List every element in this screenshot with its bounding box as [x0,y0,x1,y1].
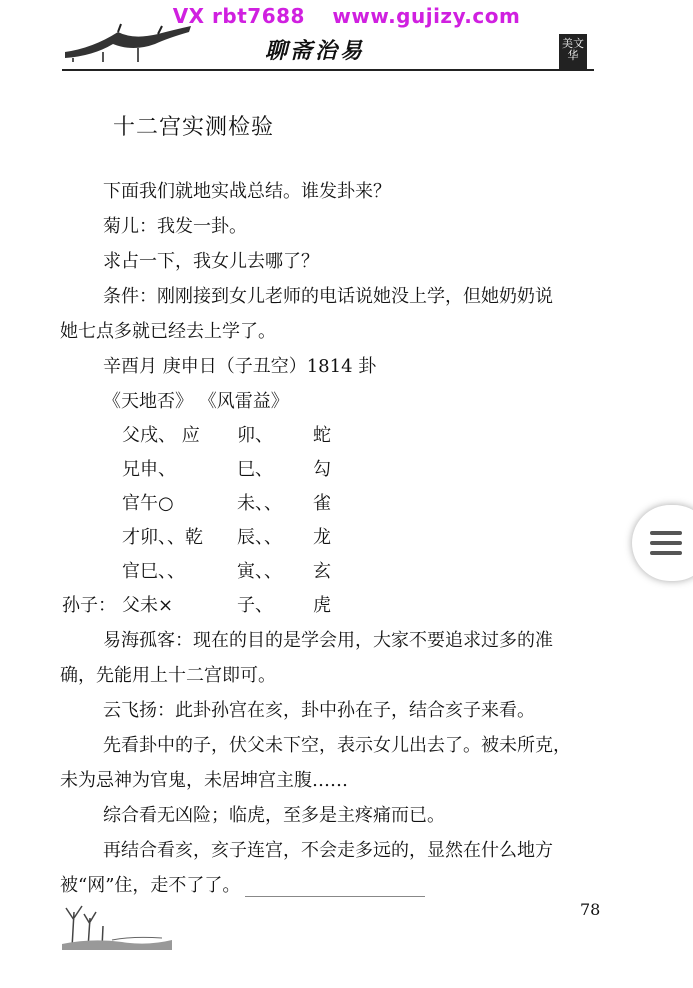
gua-names: 《天地否》 《风雷益》 [103,391,289,412]
yao-row [60,419,600,453]
paragraph-line: 综合看无凶险；临虎，至多是主疼痛而已。 [103,805,445,826]
paragraph-line: 求占一下，我女儿去哪了？ [103,251,319,272]
footer-divider [245,896,425,897]
pavilion-roof-illustration [63,22,193,62]
yao-row [60,521,600,555]
page-number: 78 [580,900,601,919]
page-header [60,12,595,72]
yao-six-god: 龙 [313,527,331,548]
header-divider [62,69,594,71]
page-body [60,174,600,903]
paragraph-line: 确，先能用上十二宫即可。 [60,665,276,686]
yao-row [60,453,600,487]
yao-right: 子、 [237,595,273,616]
menu-icon-bar [650,551,682,555]
paragraphs-top [60,174,600,384]
yao-left: 兄申、 [122,459,176,480]
yao-six-god: 雀 [313,493,331,514]
paragraph-line: 菊儿：我发一卦。 [103,216,247,237]
landscape-illustration [62,900,172,950]
yao-lead: 孙子： [62,595,116,616]
menu-icon [650,531,682,535]
watermark-wechat: VX rbt7688 [172,4,305,28]
paragraph-line: 先看卦中的子，伏父未下空，表示女儿出去了。被未所克， [103,735,571,756]
yao-left: 官午○ [122,493,174,514]
yao-six-god: 蛇 [313,425,331,446]
yao-six-god: 玄 [313,561,331,582]
paragraph-line: 云飞扬：此卦孙宫在亥，卦中孙在子，结合亥子来看。 [103,700,535,721]
paragraph-line: 她七点多就已经去上学了。 [60,321,276,342]
yao-six-god: 虎 [313,595,331,616]
paragraph-line: 再结合看亥，亥子连宫，不会走多远的，显然在什么地方 [103,840,553,861]
yao-row [60,555,600,589]
paragraph-line: 下面我们就地实战总结。谁发卦来？ [103,181,391,202]
yao-left: 才卯、、乾 [122,527,203,548]
yao-right: 巳、 [237,459,273,480]
yao-right: 寅、、 [237,561,282,582]
paragraph-line: 未为忌神为官鬼，未居坤宫主腹…… [60,770,348,791]
yao-row [60,487,600,521]
yao-row [60,589,600,623]
yao-left: 父戌、 应 [122,425,200,446]
hexagram-table [60,419,600,623]
yao-right: 辰、、 [237,527,282,548]
yao-right: 未、、 [237,493,282,514]
paragraph-line: 易海孤客：现在的目的是学会用，大家不要追求过多的准 [103,630,553,651]
section-title: 十二宫实测检验 [113,115,275,140]
paragraph-line: 辛酉月 庚申日（子丑空）1814 卦 [103,356,377,377]
yao-six-god: 勾 [313,459,331,480]
yao-left: 官巳、、 [122,561,185,582]
watermark-url: www.gujizy.com [332,4,521,28]
paragraph-line: 被“网”住，走不了了。 [60,875,241,896]
paragraphs-bottom [60,623,600,903]
yao-right: 卯、 [237,425,273,446]
paragraph-line: 条件：刚刚接到女儿老师的电话说她没上学，但她奶奶说 [103,286,553,307]
seal-stamp: 美文华 [559,34,587,70]
yao-left: 父未× [122,595,174,616]
menu-button[interactable] [632,505,693,581]
menu-icon-bar [650,541,682,545]
book-brand-title: 聊斋治易 [265,38,366,64]
